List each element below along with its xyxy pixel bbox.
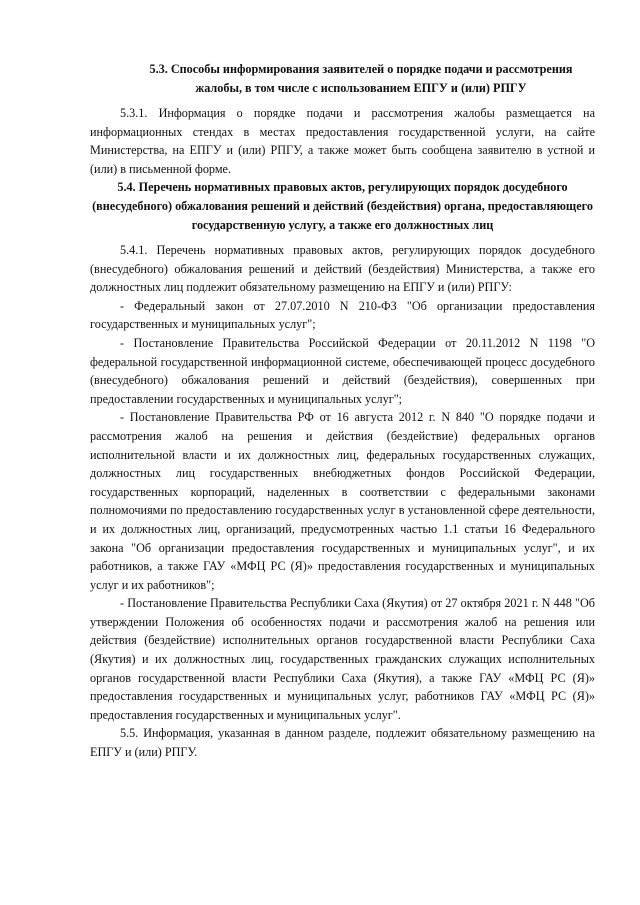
section-5-3-heading: 5.3. Способы информирования заявителей о порядке подачи и рассмотрения жалобы, в том числе с использованием ЕПГУ и (или) РПГУ [149,62,573,95]
section-5-3-body [90,104,595,178]
list-item-federal-law-210: - Федеральный закон от 27.07.2010 N 210-ФЗ "Об организации предоставления государственных и муниципальных услуг"; [90,298,595,332]
section-5-4-body [90,241,595,762]
list-item-decree-840: - Постановление Правительства РФ от 16 августа 2012 г. N 840 "О порядке подачи и рассмотрения жалоб на решения и действия (бездействие) федеральных органов исполнительной власти и их должностных лиц, федеральных государственных служащих, должностных лиц государственных внебюджетных фондов Российской Федерации, государственных корпораций, наделенных в соответствии с федеральными законами полномочиями по предоставлению государственных услуг в установленной сфере деятельности, и их должностных лиц, организаций, предусмотренных частью 1.1 статьи 16 Федерального закона "Об организации предоставления государственных и муниципальных услуг", и их работников, а также ГАУ «МФЦ РС (Я)» предоставления государственных и муниципальных услуг и их работников"; [90,410,595,592]
list-item-decree-1198: - Постановление Правительства Российской Федерации от 20.11.2012 N 1198 "О федеральной государственной информационной системе, обеспечивающей процесс досудебного (внесудебного) обжалования решений и действий (бездействия), совершенных при предоставлении государственных и муниципальных услуг"; [90,335,595,406]
paragraph-5-3-1: 5.3.1. Информация о порядке подачи и рассмотрения жалобы размещается на информационных стендах в местах предоставления государственной услуги, на сайте Министерства, на ЕПГУ и (или) РПГУ, а также может быть сообщена заявителю в устной и (или) в письменной форме. [90,106,595,176]
paragraph-5-4-1: 5.4.1. Перечень нормативных правовых актов, регулирующих порядок досудебного (внесудебного) обжалования решений и действий (бездействия) Министерства, а также его должностных лиц подлежит обязательному размещению на ЕПГУ и (или) РПГУ: [90,243,595,295]
paragraph-5-5: 5.5. Информация, указанная в данном разделе, подлежит обязательному размещению на ЕПГУ и (или) РПГУ. [90,726,595,760]
list-item-decree-448: - Постановление Правительства Республики Саха (Якутия) от 27 октября 2021 г. N 448 "Об утверждении Положения об особенностях подачи и рассмотрения жалоб на решения или действия (бездействие) исполнительных органов государственной власти Республики Саха (Якутия) и их должностных лиц, государственных гражданских служащих исполнительных органов государственной власти Республики Саха (Якутия), а также ГАУ «МФЦ РС (Я)» предоставления государственных и муниципальных услуг, работников ГАУ «МФЦ РС (Я)» предоставления государственных и муниципальных услуг". [90,596,595,722]
section-5-4-heading: 5.4. Перечень нормативных правовых актов, регулирующих порядок досудебного (внесудебного) обжалования решений и действий (бездействия) органа, предоставляющего государственную услугу, а также его должностных лиц [92,180,593,232]
